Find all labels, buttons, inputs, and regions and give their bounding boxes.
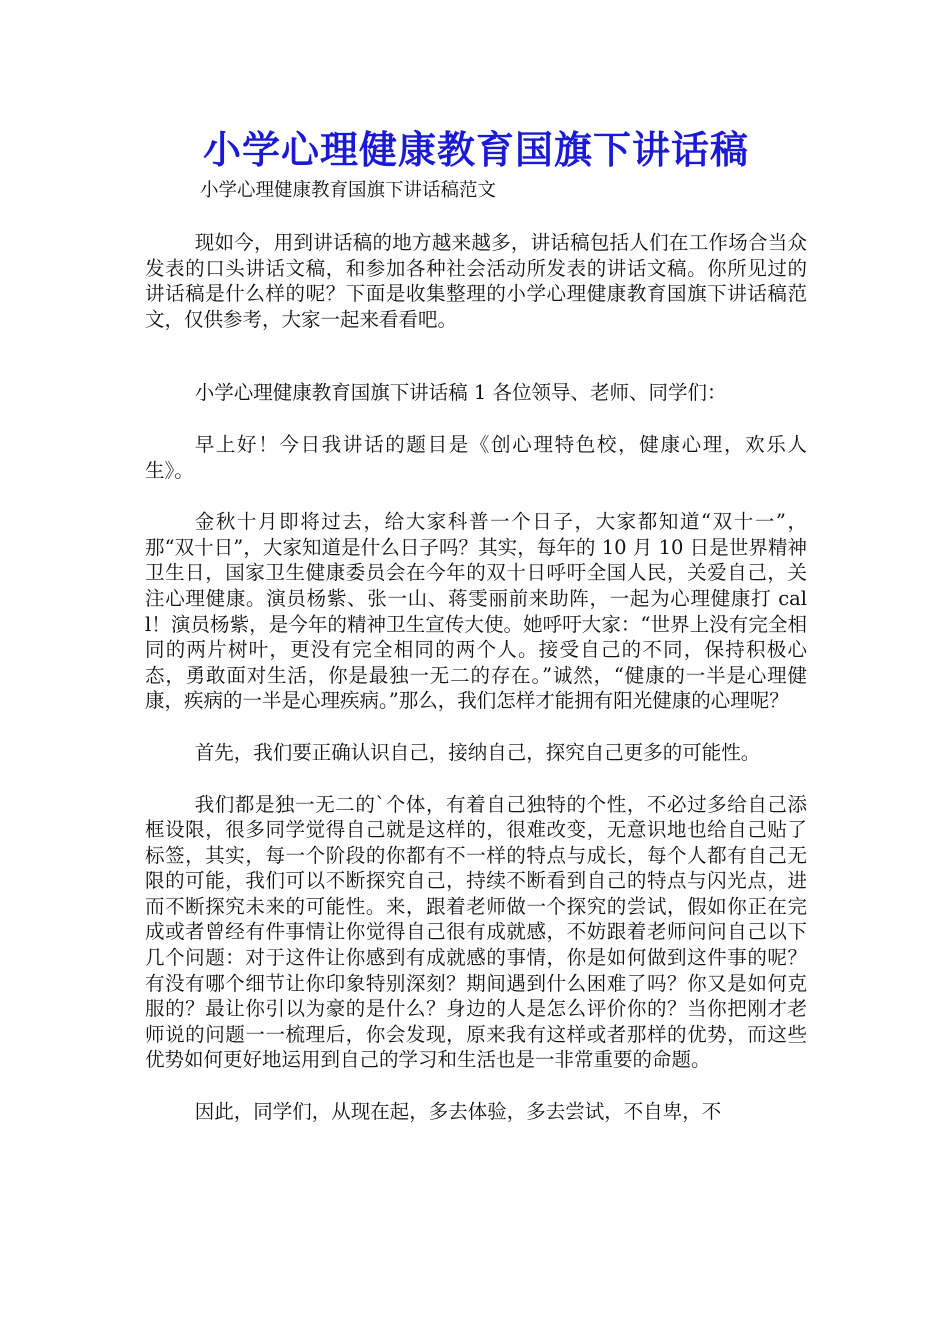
paragraph-greeting: 小学心理健康教育国旗下讲话稿 1 各位领导、老师、同学们： (194, 381, 727, 405)
document-page (145, 122, 807, 1125)
document-title: 小学心理健康教育国旗下讲话稿 (202, 127, 749, 172)
document-subtitle: 小学心理健康教育国旗下讲话稿范文 (200, 180, 497, 201)
paragraph-topic: 早上好！今日我讲话的题目是《创心理特色校，健康心理，欢乐人生》。 (145, 432, 807, 482)
paragraph-first-point: 首先，我们要正确认识自己，接纳自己，探究自己更多的可能性。 (194, 740, 761, 764)
paragraph-conclusion: 因此，同学们，从现在起，多去体验，多去尝试，不自卑，不 (194, 1100, 722, 1124)
paragraph-intro: 现如今，用到讲话稿的地方越来越多，讲话稿包括人们在工作场合当众发表的口头讲话文稿，和参加各种社会活动所发表的讲话文稿。你所见过的讲话稿是什么样的呢？下面是收集整理的小学心理健康教育国旗下讲话稿范文，仅供参考，大家一起来看看吧。 (145, 231, 807, 331)
paragraph-mental-health-day: 金秋十月即将过去，给大家科普一个日子，大家都知道“双十一”，那“双十日”，大家知道是什么日子吗？其实，每年的 10 月 10 日是世界精神卫生日，国家卫生健康委员会在今年的双十日呼吁全国人民，关爱自己，关注心理健康。演员杨紫、张一山、蒋雯丽前来助阵，一起为心理健康打 call！演员杨紫，是今年的精神卫生宣传大使。她呼吁大家：“世界上没有完全相同的两片树叶，更没有完全相同的两个人。接受自己的不同，保持积极心态，勇敢面对生活，你是最独一无二的存在。”诚然，“健康的一半是心理健康，疾病的一半是心理疾病。”那么，我们怎样才能拥有阳光健康的心理呢？ (145, 510, 807, 713)
paragraph-self-exploration: 我们都是独一无二的`个体，有着自己独特的个性，不必过多给自己添框设限，很多同学觉得自己就是这样的，很难改变，无意识地也给自己贴了标签，其实，每一个阶段的你都有不一样的特点与成长，每个人都有自己无限的可能，我们可以不断探究自己，持续不断看到自己的特点与闪光点，进而不断探究未来的可能性。来，跟着老师做一个探究的尝试，假如你正在完成或者曾经有件事情让你觉得自己很有成就感，不妨跟着老师问问自己以下几个问题：对于这件让你感到有成就感的事情，你是如何做到这件事的呢？有没有哪个细节让你印象特别深刻？期间遇到什么困难了吗？你又是如何克服的？最让你引以为豪的是什么？身边的人是怎么评价你的？当你把刚才老师说的问题一一梳理后，你会发现，原来我有这样或者那样的优势，而这些优势如何更好地运用到自己的学习和生活也是一非常重要的命题。 (145, 792, 807, 1072)
